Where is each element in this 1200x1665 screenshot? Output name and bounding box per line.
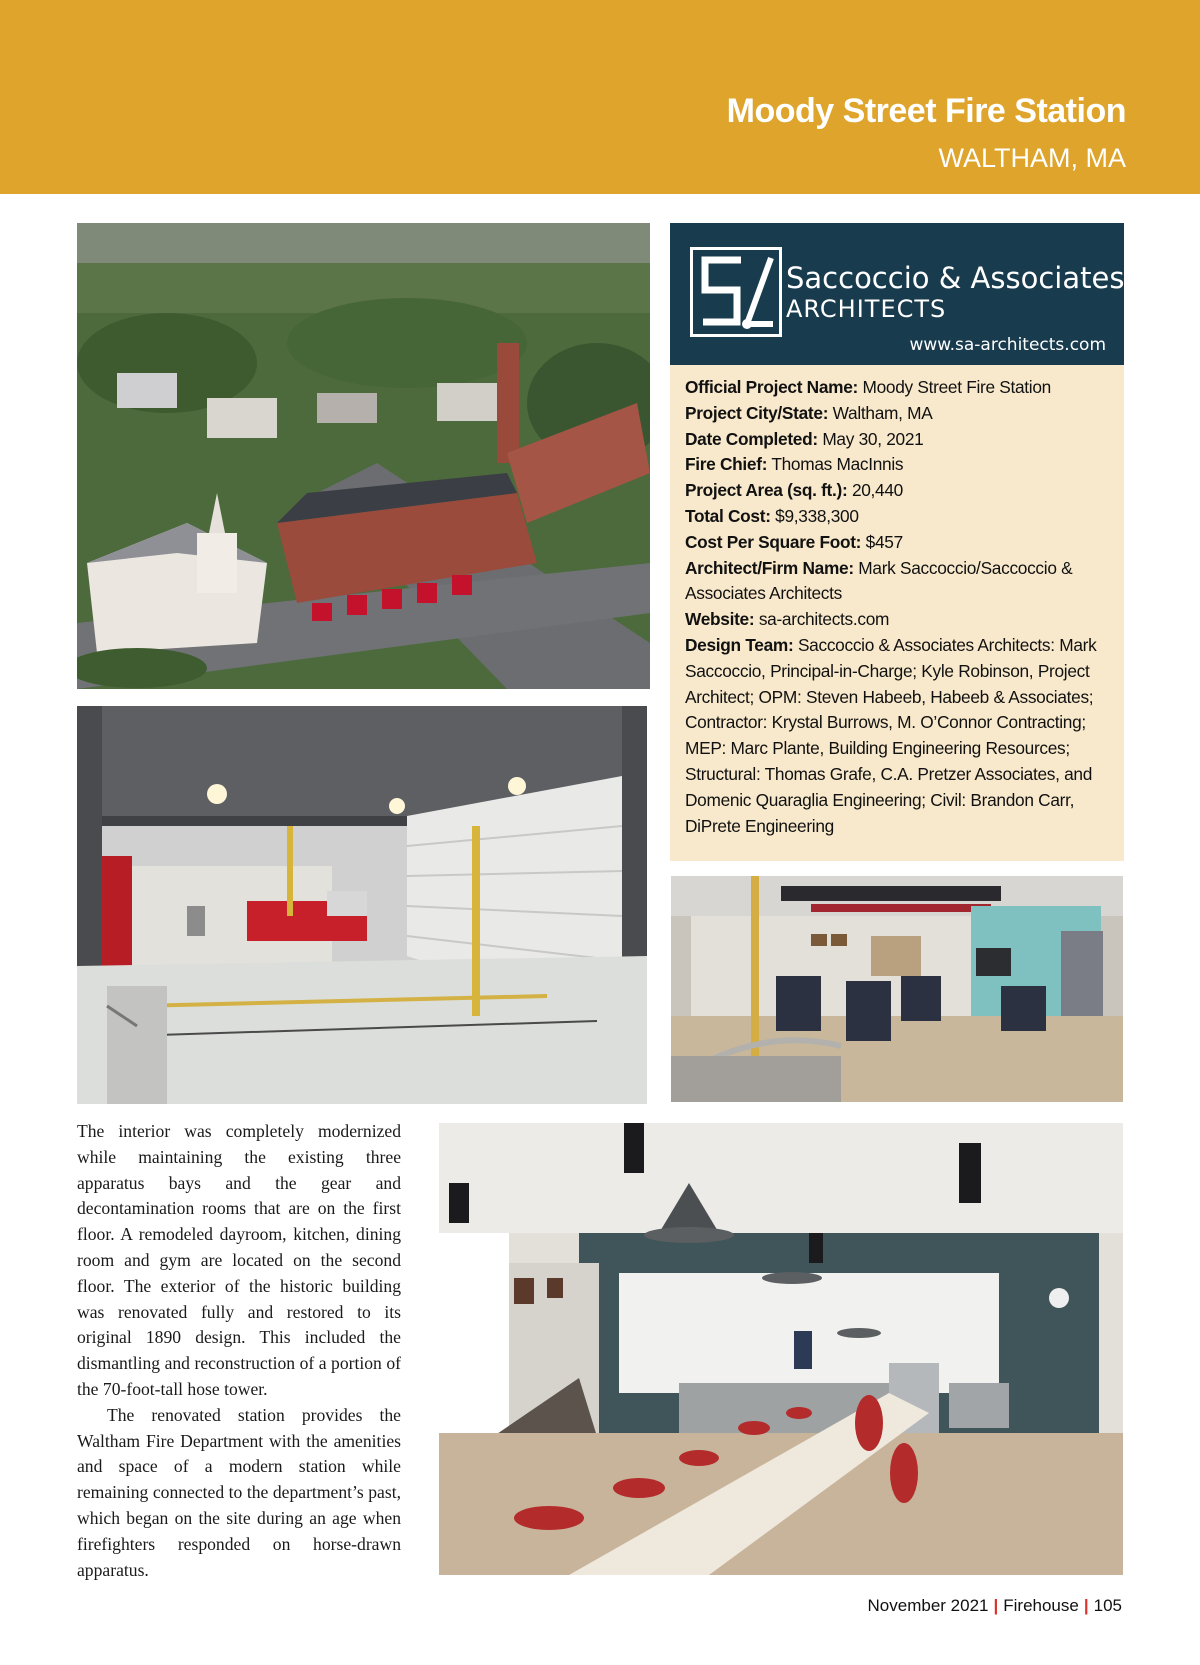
footer-page-number: 105 <box>1093 1596 1122 1615</box>
header-banner <box>0 0 1200 194</box>
dayroom-photo <box>671 876 1123 1102</box>
detail-fire-chief: Fire Chief: Thomas MacInnis <box>685 454 904 475</box>
detail-date-completed: Date Completed: May 30, 2021 <box>685 428 924 449</box>
page-footer <box>868 1596 1122 1616</box>
architect-logo <box>670 223 1124 365</box>
detail-project-name: Official Project Name: Moody Street Fire Station <box>685 377 1051 397</box>
aerial-photo <box>77 223 650 689</box>
page-title: Moody Street Fire Station <box>726 92 1126 130</box>
architect-logo-name: Saccoccio & Associates <box>786 261 1125 295</box>
detail-design-team: Design Team: Saccoccio & Associates Architects: Mark Saccoccio, Principal-in-Charge; Kyle Robinson, Project Architect; OPM: Steven Habeeb, Habeeb & Associates; Contractor: Krystal Burrows, M. O’Connor Contracting; MEP: Marc Plante, Building Engineering Resources; Structural: Thomas Grafe, C.A. Pretzer Associates, and Domenic Quaraglia Engineering; Civil: Brandon Carr, DiPrete Engineering <box>685 634 1097 836</box>
detail-project-area: Project Area (sq. ft.): 20,440 <box>685 480 903 501</box>
footer-separator: | <box>1083 1596 1089 1615</box>
article-paragraph: The renovated station provides the Waltham Fire Department with the amenities and space of a modern station while remaining connected to the department’s past, which began on the site during an age when firefighters responded on horse-drawn apparatus. <box>77 1404 401 1580</box>
page-subtitle: WALTHAM, MA <box>938 143 1126 173</box>
detail-architect-firm: Architect/Firm Name: Mark Saccoccio/Saccoccio & Associates Architects <box>685 557 1073 604</box>
article-paragraph: The interior was completely modernized while maintaining the existing three apparatus bays and the gear and decontamination rooms that are on the first floor. A remodeled dayroom, kitchen, dining room and gym are located on the second floor. The exterior of the historic building was renovated fully and restored to its original 1890 design. This included the dismantling and reconstruction of a portion of the 70-foot-tall hose tower. <box>77 1121 401 1399</box>
detail-city-state: Project City/State: Waltham, MA <box>685 402 933 423</box>
architect-logo-url: www.sa-architects.com <box>909 335 1106 355</box>
apparatus-bay-photo <box>77 706 647 1104</box>
sa-logo-icon <box>693 250 779 334</box>
footer-date: November 2021 <box>867 1596 989 1615</box>
detail-total-cost: Total Cost: $9,338,300 <box>685 505 859 526</box>
footer-separator: | <box>993 1596 999 1615</box>
detail-website: Website: sa-architects.com <box>685 609 890 630</box>
project-details-box <box>670 365 1124 861</box>
kitchen-dining-photo <box>439 1123 1123 1575</box>
article-body <box>77 1119 401 1583</box>
footer-magazine: Firehouse <box>1003 1596 1079 1615</box>
architect-logo-mark <box>690 247 782 337</box>
detail-cost-per-sq-ft: Cost Per Square Foot: $457 <box>685 531 903 552</box>
architect-logo-subtitle: ARCHITECTS <box>786 295 947 323</box>
